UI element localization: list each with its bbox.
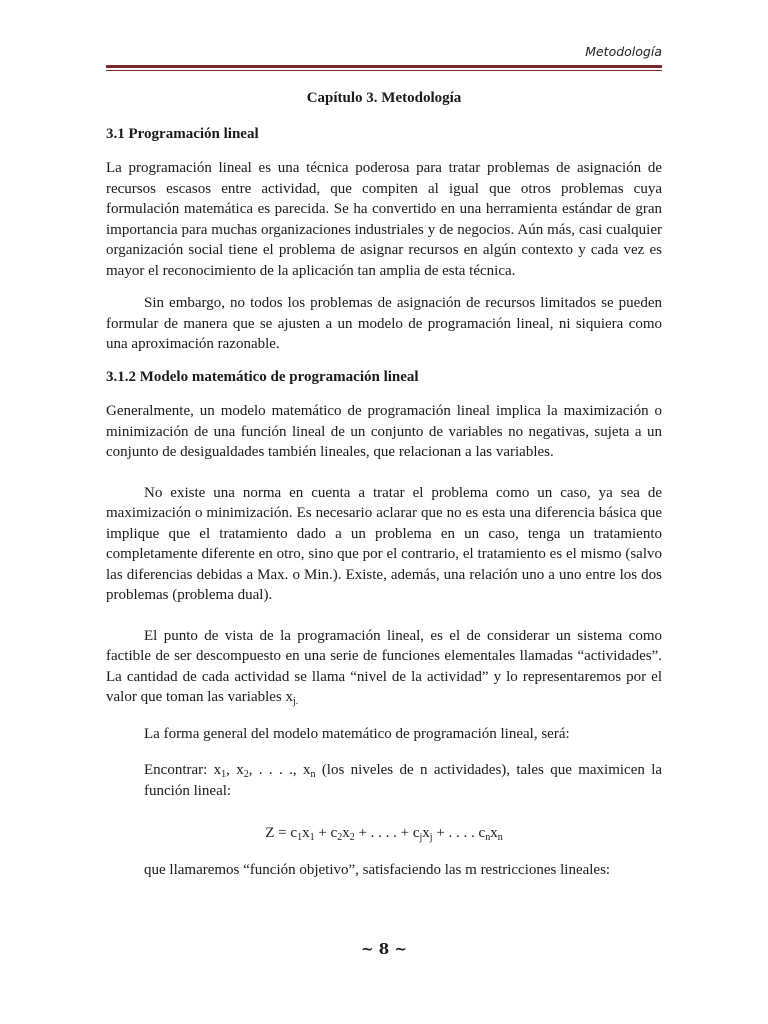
paragraph-text: (los niveles de n actividades), tales que maximicen la función lineal: bbox=[144, 762, 663, 799]
running-header: Metodología bbox=[585, 44, 662, 59]
paragraph: La forma general del modelo matemático de programación lineal, será: bbox=[144, 725, 570, 742]
paragraph bbox=[106, 626, 662, 708]
page-body bbox=[106, 88, 662, 880]
header-rule-thin bbox=[106, 70, 662, 71]
paragraph: No existe una norma en cuenta a tratar el problema como un caso, ya sea de maximización o minimización. Es necesario aclarar que no es esta una diferencia básica que implique que el tratamiento dado a un problema en un caso, tenga un tratamiento completamente diferente en otro, sino que por el contrario, el tratamiento es el mismo (salvo las diferencias debidas a Max. o Min.). Existe, además, una relación uno a uno entre los dos problemas (problema dual). bbox=[106, 484, 662, 603]
header-rule-thick bbox=[106, 65, 662, 68]
chapter-title: Capítulo 3. Metodología bbox=[306, 90, 462, 106]
paragraph: La programación lineal es una técnica poderosa para tratar problemas de asignación de recursos escasos entre actividad, que compiten al igual que otros problemas cuya formulación matemática es parecida. Se ha convertido en una herramienta estándar de gran importancia para muchas organizaciones industriales y de negocios. Aún más, casi cualquier organización social tiene el problema de asignar recursos en algún contexto y cada vez es mayor el reconocimiento de la aplicación tan amplia de esta técnica. bbox=[106, 160, 662, 279]
section-heading-3-1-2: 3.1.2 Modelo matemático de programación lineal bbox=[106, 368, 419, 385]
paragraph-text: Encontrar: x bbox=[144, 762, 222, 778]
objective-formula: $Z = c_1x_1 + c_2x_2$ + . . . . + $c_jx_j$ + . . . . $c_nx_n$ bbox=[265, 825, 503, 843]
paragraph: Sin embargo, no todos los problemas de asignación de recursos limitados se pueden formular de manera que se ajusten a un modelo de programación lineal, ni siquiera como una aproximación razonable. bbox=[106, 295, 662, 352]
paragraph-text: El punto de vista de la programación lineal, es el de considerar un sistema como factible de ser descompuesto en una serie de funciones elementales llamadas “actividades”. La cantidad de cada actividad se llama “nivel de la actividad” y lo representaremos por el valor que toman las variables x bbox=[106, 627, 662, 705]
subscript: j. bbox=[293, 696, 299, 707]
paragraph: que llamaremos “función objetivo”, satisfaciendo las m restricciones lineales: bbox=[144, 861, 611, 878]
page-number: ~ 8 ~ bbox=[360, 940, 408, 958]
section-heading-3-1: 3.1 Programación lineal bbox=[106, 125, 259, 142]
paragraph: Generalmente, un modelo matemático de programación lineal implica la maximización o minimización de una función lineal de un conjunto de variables no negativas, sujeta a un conjunto de desigualdades también lineales, que relacionan a las variables. bbox=[106, 403, 662, 460]
paragraph: Encontrar: $x_1$, $x_2$, . . . ., $x_n$ (los niveles de n actividades), tales que maximicen la función lineal: bbox=[144, 762, 663, 799]
